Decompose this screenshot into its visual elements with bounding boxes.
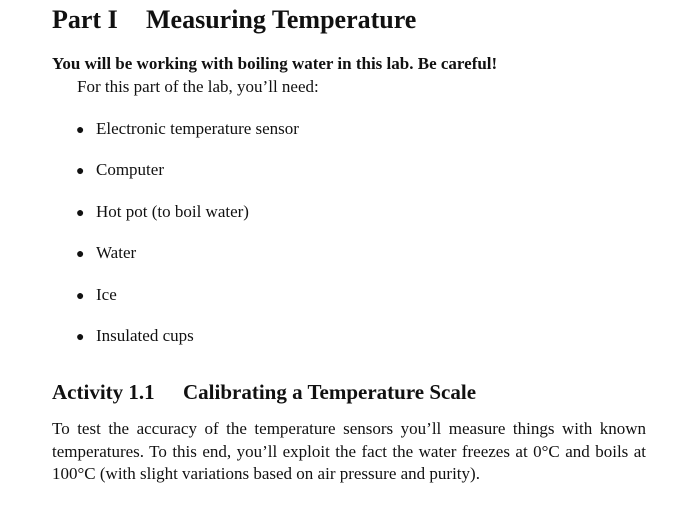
bullet-icon: ● bbox=[76, 164, 85, 179]
activity-number: Activity 1.1 bbox=[52, 380, 155, 404]
list-item-label: Computer bbox=[96, 160, 164, 179]
list-item-label: Ice bbox=[96, 285, 117, 304]
materials-intro: For this part of the lab, you’ll need: bbox=[77, 77, 319, 96]
list-item bbox=[76, 325, 194, 347]
list-item bbox=[76, 242, 136, 264]
list-item bbox=[76, 201, 249, 223]
list-item-label: Hot pot (to boil water) bbox=[96, 202, 249, 221]
part-title: Measuring Temperature bbox=[146, 5, 417, 34]
list-item-label: Electronic temperature sensor bbox=[96, 119, 299, 138]
list-item-label: Water bbox=[96, 243, 137, 262]
safety-warning: You will be working with boiling water in this lab. Be careful! bbox=[52, 54, 498, 73]
bullet-icon: ● bbox=[76, 247, 85, 262]
list-item bbox=[76, 284, 117, 306]
activity-heading bbox=[52, 378, 476, 406]
bullet-icon: ● bbox=[76, 123, 85, 138]
list-item bbox=[76, 118, 299, 140]
list-item bbox=[76, 159, 164, 181]
activity-paragraph: To test the accuracy of the temperature sensors you’ll measure things with known temperatures. To this end, you’ll exploit the fact the water freezes at 0°C and boils at 100°C (with slight variations based on air pressure and purity). bbox=[52, 419, 646, 483]
activity-title: Calibrating a Temperature Scale bbox=[183, 380, 477, 404]
list-item-label: Insulated cups bbox=[96, 326, 194, 345]
bullet-icon: ● bbox=[76, 289, 85, 304]
bullet-icon: ● bbox=[76, 330, 85, 345]
part-heading bbox=[52, 5, 416, 35]
bullet-icon: ● bbox=[76, 206, 85, 221]
part-number: Part I bbox=[52, 5, 118, 34]
